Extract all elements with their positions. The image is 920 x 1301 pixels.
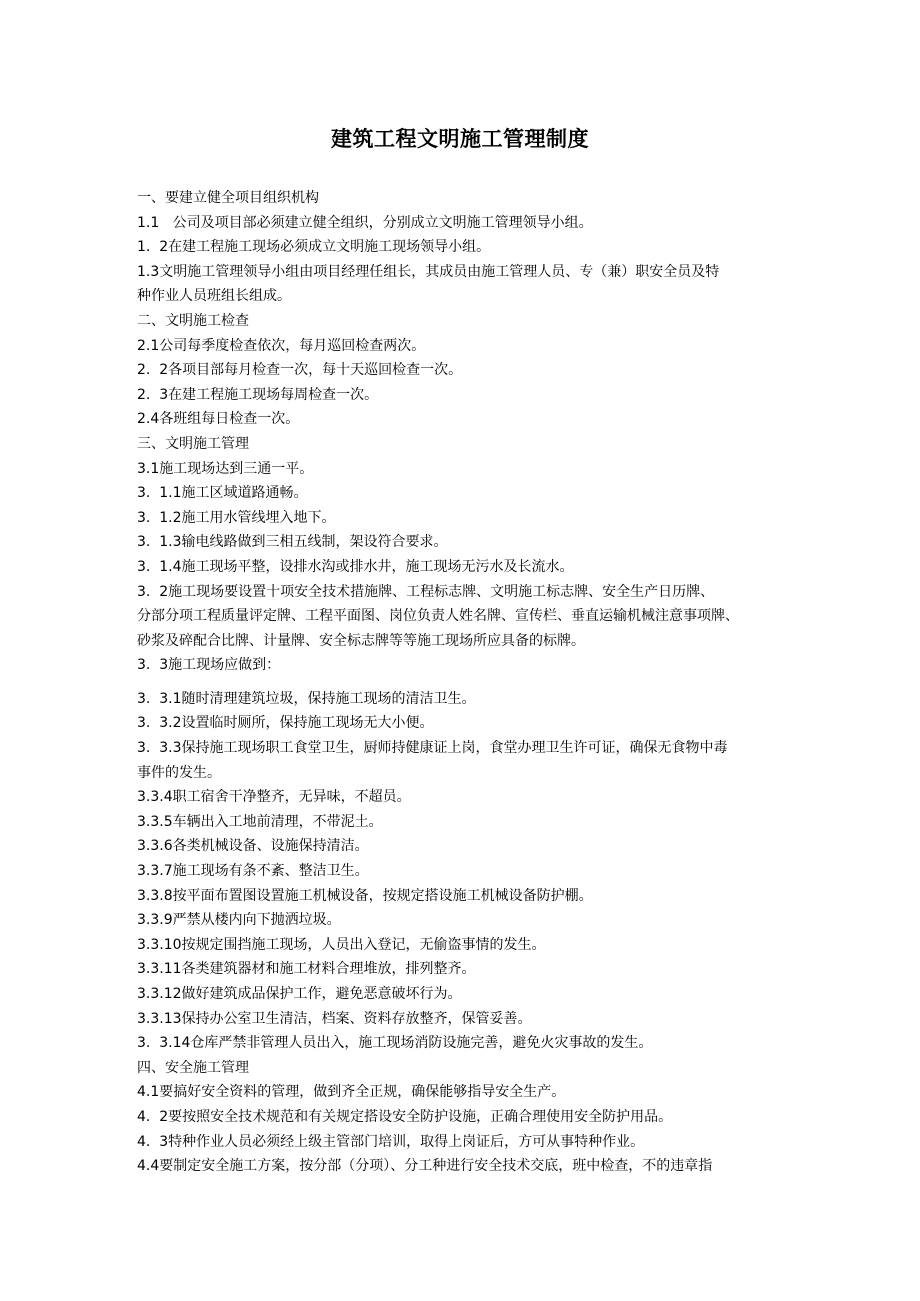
clause-3-2-continued-2: 砂浆及碎配合比牌、计量牌、安全标志牌等等施工现场所应具备的标牌。 [137,632,585,649]
clause-3-3-3-continued: 事件的发生。 [137,764,221,781]
clause-3-3-12: 3.3.12做好建筑成品保护工作，避免恶意破坏行为。 [137,986,462,1002]
document-body [137,186,785,1179]
clause-3-3-1: 3. 3.1随时清理建筑垃圾，保持施工现场的清洁卫生。 [137,690,476,707]
clause-1-3: 1.3文明施工管理领导小组由项目经理任组长，其成员由施工管理人员、专（兼）职安全员及特 [137,263,720,280]
clause-2-2: 2. 2各项目部每月检查一次，每十天巡回检查一次。 [137,362,463,379]
clause-1-3-continued: 种作业人员班组长组成。 [137,288,291,305]
section-heading-4: 四、安全施工管理 [137,1059,249,1076]
clause-3-3-11: 3.3.11各类建筑器材和施工材料合理堆放，排列整齐。 [137,961,476,978]
clause-3-3-3: 3. 3.3保持施工现场职工食堂卫生，厨师持健康证上岗，食堂办理卫生许可证，确保无食物中毒 [137,740,728,757]
clause-3-2: 3. 2施工现场要设置十项安全技术措施牌、工程标志牌、文明施工标志牌、安全生产日历牌、 [137,583,715,600]
clause-1-1: 1.1 公司及项目部必须建立健全组织，分别成立文明施工管理领导小组。 [137,214,593,231]
clause-3-1: 3.1施工现场达到三通一平。 [137,460,314,477]
clause-3-3: 3. 3施工现场应做到： [137,657,281,674]
clause-3-3-13: 3.3.13保持办公室卫生清洁，档案、资料存放整齐，保管妥善。 [137,1010,532,1027]
clause-2-1: 2.1公司每季度检查依次，每月巡回检查两次。 [137,337,426,354]
clause-4-3: 4. 3特种作业人员必须经上级主管部门培训，取得上岗证后，方可从事特种作业。 [137,1133,645,1150]
clause-3-3-7: 3.3.7施工现场有条不紊、整洁卫生。 [137,863,369,880]
clause-1-2: 1. 2在建工程施工现场必须成立文明施工现场领导小组。 [137,239,491,256]
clause-3-1-1: 3. 1.1施工区域道路通畅。 [137,485,308,502]
clause-3-3-14: 3. 3.14仓库严禁非管理人员出入，施工现场消防设施完善，避免火灾事故的发生。 [137,1035,653,1052]
clause-2-3: 2. 3在建工程施工现场每周检查一次。 [137,386,379,403]
clause-3-2-continued-1: 分部分项工程质量评定牌、工程平面图、岗位负责人姓名牌、宣传栏、垂直运输机械注意事项牌、 [137,608,739,625]
clause-4-2: 4. 2要按照安全技术规范和有关规定搭设安全防护设施，正确合理使用安全防护用品。 [137,1108,673,1125]
clause-3-1-3: 3. 1.3输电线路做到三相五线制，架设符合要求。 [137,534,448,551]
section-heading-2: 二、文明施工检查 [137,312,249,329]
clause-3-3-5: 3.3.5车辆出入工地前清理，不带泥土。 [137,813,383,830]
paragraph-gap [137,678,785,687]
clause-3-3-6: 3.3.6各类机械设备、设施保持清洁。 [137,838,369,855]
clause-3-3-2: 3. 3.2设置临时厕所，保持施工现场无大小便。 [137,715,434,732]
clause-3-3-9: 3.3.9严禁从楼内向下抛洒垃圾。 [137,912,341,929]
clause-4-4: 4.4要制定安全施工方案，按分部（分项）、分工种进行安全技术交底，班中检查，不的违章指 [137,1158,713,1175]
section-heading-3: 三、文明施工管理 [137,435,249,452]
clause-3-3-10: 3.3.10按规定围挡施工现场，人员出入登记，无偷盗事情的发生。 [137,936,546,953]
clause-3-3-4: 3.3.4职工宿舍干净整齐，无异味，不超员。 [137,789,411,806]
clause-3-1-4: 3. 1.4施工现场平整，设排水沟或排水井，施工现场无污水及长流水。 [137,558,574,575]
clause-4-1: 4.1要搞好安全资料的管理，做到齐全正规，确保能够指导安全生产。 [137,1084,566,1101]
clause-3-3-8: 3.3.8按平面布置图设置施工机械设备，按规定搭设施工机械设备防护棚。 [137,887,593,904]
clause-2-4: 2.4各班组每日检查一次。 [137,411,300,428]
clause-3-1-2: 3. 1.2施工用水管线埋入地下。 [137,509,336,526]
section-heading-1: 一、要建立健全项目组织机构 [137,190,319,206]
document-title: 建筑工程文明施工管理制度 [331,127,589,151]
